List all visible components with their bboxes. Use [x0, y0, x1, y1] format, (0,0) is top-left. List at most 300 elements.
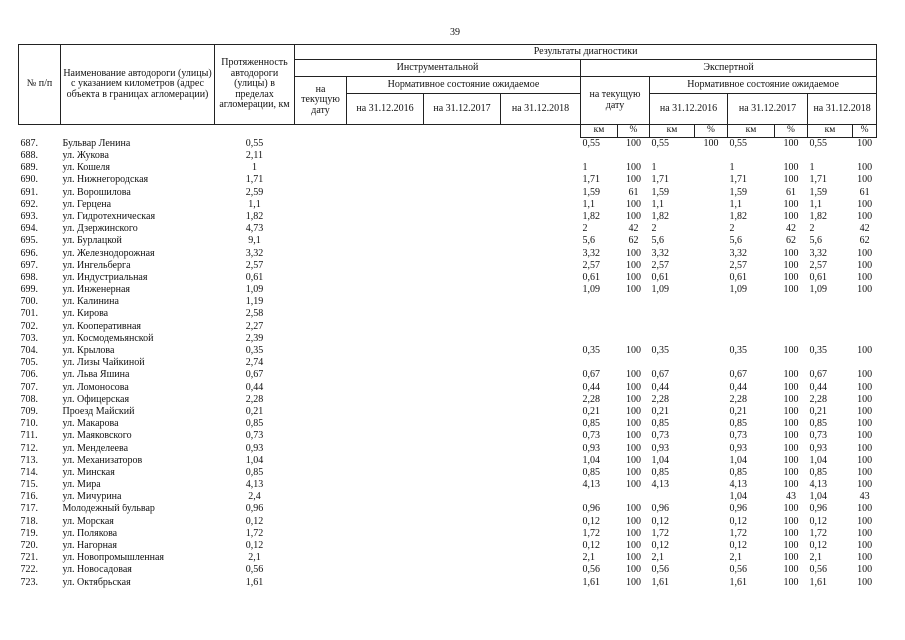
- instr-current-cell: [295, 260, 347, 272]
- page-number: 39: [450, 27, 460, 38]
- exp-2016-km-cell: 1,1: [651, 198, 664, 210]
- exp-current-km-cell: 1,82: [582, 211, 600, 222]
- instr-current-cell: [295, 540, 347, 552]
- exp-2018-km-cell: 2: [809, 223, 815, 235]
- road-length-cell: 2,57: [245, 259, 264, 271]
- instr-2018-cell: [501, 565, 581, 577]
- instr-2017-cell: [424, 528, 501, 540]
- exp-current-pct-cell: 61: [628, 186, 639, 198]
- exp-2017-km-cell: [728, 309, 775, 321]
- table-row: [19, 467, 877, 479]
- exp-2017-pct-cell: [775, 321, 808, 333]
- exp-2017-pct-cell: 100: [783, 393, 799, 405]
- exp-2016-pct-cell: [695, 296, 728, 308]
- exp-2016-pct-cell: [695, 150, 728, 162]
- instr-2016-cell: [347, 504, 424, 516]
- header-results: Результаты диагностики: [295, 45, 877, 60]
- exp-2018-pct-cell: 100: [857, 515, 873, 527]
- instr-2018-cell: [501, 357, 581, 369]
- exp-2017-pct-cell: 100: [783, 406, 799, 417]
- exp-2017-pct-cell: 100: [783, 174, 799, 186]
- instr-2016-cell: [347, 223, 424, 235]
- exp-2018-km-cell: 1,71: [809, 174, 827, 186]
- header-length: Протяженность автодороги (улицы) в пределах агломерации, км: [215, 45, 295, 125]
- instr-2016-cell: [347, 443, 424, 455]
- exp-2018-km-cell: 0,44: [809, 381, 827, 393]
- instr-current-cell: [295, 272, 347, 284]
- exp-2016-km-cell: 0,21: [651, 406, 669, 417]
- road-length-cell: 2,1: [248, 552, 261, 564]
- table-row: [19, 552, 877, 564]
- table-row: [19, 418, 877, 430]
- exp-2018-km-cell: [808, 321, 853, 333]
- exp-2018-pct-cell: 100: [857, 381, 873, 393]
- exp-2016-km-cell: 1,82: [651, 211, 669, 222]
- exp-current-km-cell: 1,1: [582, 198, 595, 210]
- instr-2018-cell: [501, 296, 581, 308]
- exp-2018-km-cell: [808, 357, 853, 369]
- instr-current-cell: [295, 382, 347, 394]
- road-name-cell: ул. Ворошилова: [62, 186, 131, 198]
- road-name-cell: ул. Новопромышленная: [62, 552, 165, 564]
- exp-2016-pct-cell: 100: [703, 137, 719, 149]
- header-instr-2017: на 31.12.2017: [424, 94, 501, 125]
- exp-2018-pct-cell: 43: [859, 491, 870, 503]
- road-name-cell: ул. Ингельберга: [62, 259, 131, 271]
- exp-2017-pct-cell: [775, 333, 808, 345]
- header-instrumental: Инструментальной: [295, 60, 581, 77]
- instr-2018-cell: [501, 540, 581, 552]
- exp-current-pct-cell: 100: [626, 162, 641, 174]
- instr-2018-cell: [501, 528, 581, 540]
- instr-2016-cell: [347, 321, 424, 333]
- instr-current-cell: [295, 431, 347, 443]
- road-length-cell: 0,12: [245, 540, 264, 552]
- row-number-cell: 694.: [20, 223, 38, 235]
- exp-current-pct-cell: 62: [628, 235, 639, 247]
- exp-2018-km-cell: 0,12: [809, 515, 827, 527]
- row-number-cell: 689.: [20, 162, 38, 174]
- exp-2016-km-cell: 1: [651, 162, 657, 174]
- road-name-cell: ул. Дзержинского: [62, 223, 138, 235]
- exp-2018-pct-cell: [853, 357, 877, 369]
- exp-2017-pct-cell: 61: [786, 186, 796, 198]
- header-instr-2016: на 31.12.2016: [347, 94, 424, 125]
- header-exp-current: на текущую дату: [581, 77, 650, 125]
- exp-2016-km-cell: 5,6: [651, 235, 664, 247]
- instr-2017-cell: [424, 540, 501, 552]
- exp-current-pct-cell: 100: [626, 272, 641, 283]
- road-name-cell: ул. Бурлацкой: [62, 235, 122, 247]
- instr-2018-cell: [501, 406, 581, 418]
- exp-2017-km-cell: 1,04: [729, 454, 747, 466]
- exp-2018-km-cell: [808, 150, 853, 162]
- instr-2018-cell: [501, 394, 581, 406]
- road-length-cell: 0,21: [245, 406, 264, 417]
- header-expert: Экспертной: [581, 60, 877, 77]
- exp-2018-km-cell: [808, 296, 853, 308]
- exp-2017-km-cell: 2,57: [729, 259, 747, 271]
- exp-2017-km-cell: 0,85: [729, 467, 747, 478]
- table-row: [19, 321, 877, 333]
- road-length-cell: 2,4: [248, 491, 261, 503]
- instr-2017-cell: [424, 382, 501, 394]
- exp-2017-pct-cell: 100: [783, 430, 799, 442]
- exp-2017-pct-cell: 100: [783, 576, 799, 588]
- exp-current-km-cell: 0,85: [582, 467, 600, 478]
- table-row: [19, 540, 877, 552]
- table-row: [19, 175, 877, 187]
- exp-2018-km-cell: 1,04: [809, 454, 827, 466]
- row-number-cell: 717.: [20, 503, 38, 515]
- exp-2018-km-cell: 1,82: [809, 211, 827, 222]
- table-row: [19, 248, 877, 260]
- instr-2018-cell: [501, 382, 581, 394]
- table-row: [19, 150, 877, 162]
- exp-2017-pct-cell: 100: [783, 552, 799, 564]
- exp-2016-km-cell: 0,12: [651, 515, 669, 527]
- exp-current-pct-cell: 100: [626, 479, 641, 491]
- exp-2017-pct-cell: 100: [783, 369, 799, 381]
- exp-2018-pct-cell: [853, 150, 877, 162]
- exp-2016-pct-cell: [695, 516, 728, 528]
- table-row: [19, 236, 877, 248]
- row-number-cell: 692.: [20, 198, 38, 210]
- header-unit-km: км: [728, 125, 775, 138]
- exp-2017-km-cell: 1: [729, 162, 735, 174]
- header-instr-current: на текущую дату: [295, 77, 347, 125]
- exp-current-km-cell: 3,32: [582, 247, 600, 259]
- exp-current-km-cell: 0,56: [582, 564, 600, 576]
- instr-2018-cell: [501, 211, 581, 223]
- instr-2017-cell: [424, 296, 501, 308]
- exp-2016-pct-cell: [695, 223, 728, 235]
- exp-current-km-cell: 1,04: [582, 454, 600, 466]
- row-number-cell: 687.: [20, 137, 38, 149]
- exp-current-km-cell: [581, 333, 618, 345]
- exp-2017-pct-cell: [775, 357, 808, 369]
- exp-2016-pct-cell: [695, 406, 728, 418]
- instr-2018-cell: [501, 577, 581, 589]
- instr-2017-cell: [424, 175, 501, 187]
- instr-2017-cell: [424, 248, 501, 260]
- table-row: [19, 211, 877, 223]
- exp-current-pct-cell: 100: [626, 174, 641, 186]
- instr-2016-cell: [347, 260, 424, 272]
- exp-2016-km-cell: 1,59: [651, 186, 669, 198]
- exp-current-km-cell: 0,96: [582, 503, 600, 515]
- road-name-cell: ул. Мира: [62, 479, 101, 491]
- road-name-cell: ул. Гидротехническая: [62, 211, 156, 222]
- exp-current-km-cell: 0,73: [582, 430, 600, 442]
- header-road-name: Наименование автодороги (улицы) с указанием километров (адрес объекта в границах агломерации): [61, 45, 215, 125]
- row-number-cell: 698.: [20, 272, 38, 283]
- road-name-cell: ул. Морская: [62, 515, 114, 527]
- exp-current-km-cell: 0,85: [582, 418, 600, 430]
- exp-2017-pct-cell: 42: [786, 223, 796, 235]
- instr-2017-cell: [424, 150, 501, 162]
- instr-current-cell: [295, 370, 347, 382]
- instr-2016-cell: [347, 175, 424, 187]
- exp-2016-km-cell: 0,96: [651, 503, 669, 515]
- instr-2016-cell: [347, 577, 424, 589]
- road-name-cell: ул. Нижнегородская: [62, 174, 149, 186]
- exp-2016-pct-cell: [695, 565, 728, 577]
- exp-2016-km-cell: 0,44: [651, 381, 669, 393]
- exp-2016-km-cell: 2,1: [651, 552, 664, 564]
- exp-2016-km-cell: 4,13: [651, 479, 669, 491]
- exp-2016-km-cell: 2,28: [651, 393, 669, 405]
- instr-current-cell: [295, 406, 347, 418]
- instr-2016-cell: [347, 333, 424, 345]
- table-row: [19, 455, 877, 467]
- exp-2017-km-cell: 1,1: [729, 198, 742, 210]
- exp-2018-pct-cell: 100: [857, 162, 873, 174]
- row-number-cell: 715.: [20, 479, 38, 491]
- exp-current-pct-cell: 100: [626, 284, 641, 296]
- row-number-cell: 711.: [20, 430, 38, 442]
- exp-2017-pct-cell: 100: [783, 137, 799, 149]
- exp-2018-km-cell: 1,09: [809, 284, 827, 296]
- exp-2017-pct-cell: 100: [783, 454, 799, 466]
- instr-2018-cell: [501, 236, 581, 248]
- exp-current-pct-cell: [618, 321, 650, 333]
- exp-2018-km-cell: 0,56: [809, 564, 827, 576]
- instr-2016-cell: [347, 309, 424, 321]
- table-row: [19, 309, 877, 321]
- instr-2016-cell: [347, 284, 424, 296]
- instr-2017-cell: [424, 406, 501, 418]
- exp-2018-pct-cell: 100: [857, 259, 873, 271]
- exp-2018-km-cell: 5,6: [809, 235, 822, 247]
- exp-2016-pct-cell: [695, 540, 728, 552]
- exp-2017-km-cell: [728, 357, 775, 369]
- road-name-cell: ул. Жукова: [62, 150, 109, 162]
- instr-current-cell: [295, 284, 347, 296]
- header-unit-pct: %: [853, 125, 877, 138]
- exp-2018-pct-cell: 100: [857, 564, 873, 576]
- instr-2018-cell: [501, 248, 581, 260]
- instr-current-cell: [295, 443, 347, 455]
- road-name-cell: ул. Герцена: [62, 198, 112, 210]
- exp-current-km-cell: 4,13: [582, 479, 600, 491]
- road-length-cell: 4,73: [245, 223, 264, 235]
- exp-current-pct-cell: [618, 491, 650, 503]
- exp-current-pct-cell: 100: [626, 564, 641, 576]
- road-name-cell: ул. Нагорная: [62, 540, 117, 552]
- header-exp-2017: на 31.12.2017: [728, 94, 808, 125]
- exp-2018-km-cell: 0,73: [809, 430, 827, 442]
- instr-2018-cell: [501, 138, 581, 151]
- row-number-cell: 705.: [20, 357, 38, 369]
- instr-2018-cell: [501, 272, 581, 284]
- exp-2018-km-cell: 0,12: [809, 540, 827, 552]
- table-row: [19, 138, 877, 151]
- exp-2017-km-cell: 0,56: [729, 564, 747, 576]
- instr-2016-cell: [347, 211, 424, 223]
- road-length-cell: 0,44: [245, 381, 264, 393]
- instr-2016-cell: [347, 491, 424, 503]
- exp-2018-km-cell: 0,61: [809, 272, 827, 283]
- exp-current-pct-cell: 100: [626, 381, 641, 393]
- instr-2016-cell: [347, 150, 424, 162]
- instr-current-cell: [295, 357, 347, 369]
- instr-2017-cell: [424, 345, 501, 357]
- row-number-cell: 723.: [20, 576, 38, 588]
- road-length-cell: 0,96: [245, 503, 264, 515]
- instr-2016-cell: [347, 431, 424, 443]
- exp-2017-km-cell: [728, 296, 775, 308]
- exp-2018-pct-cell: 100: [857, 503, 873, 515]
- exp-current-km-cell: 1,61: [582, 576, 600, 588]
- exp-2016-km-cell: 1,09: [651, 284, 669, 296]
- exp-2016-km-cell: 0,12: [651, 540, 669, 552]
- table-row: [19, 333, 877, 345]
- exp-2016-km-cell: 0,85: [651, 418, 669, 430]
- exp-2017-km-cell: 0,61: [729, 272, 747, 283]
- exp-current-pct-cell: 100: [626, 247, 641, 259]
- exp-2016-km-cell: 2: [651, 223, 657, 235]
- exp-2018-pct-cell: 100: [857, 406, 873, 417]
- instr-2017-cell: [424, 443, 501, 455]
- exp-2018-km-cell: 0,21: [809, 406, 827, 417]
- exp-2018-pct-cell: [853, 309, 877, 321]
- exp-current-pct-cell: 100: [626, 211, 641, 222]
- row-number-cell: 709.: [20, 406, 38, 417]
- exp-2018-km-cell: [808, 333, 853, 345]
- exp-2018-km-cell: 0,67: [809, 369, 827, 381]
- exp-current-km-cell: 1,71: [582, 174, 600, 186]
- header-instr-2018: на 31.12.2018: [501, 94, 581, 125]
- exp-2017-km-cell: 0,44: [729, 381, 747, 393]
- exp-2018-pct-cell: [853, 333, 877, 345]
- exp-current-pct-cell: [618, 333, 650, 345]
- exp-current-pct-cell: [618, 357, 650, 369]
- exp-2018-km-cell: 3,32: [809, 247, 827, 259]
- road-length-cell: 0,35: [245, 345, 264, 357]
- exp-current-km-cell: 0,12: [582, 540, 600, 552]
- header-unit-km: км: [581, 125, 618, 138]
- row-number-cell: 719.: [20, 528, 38, 539]
- table-row: [19, 394, 877, 406]
- exp-2016-pct-cell: [695, 370, 728, 382]
- instr-2018-cell: [501, 370, 581, 382]
- road-length-cell: 9,1: [248, 235, 261, 247]
- table-row: [19, 162, 877, 174]
- road-name-cell: ул. Новосадовая: [62, 564, 132, 576]
- row-number-cell: 693.: [20, 211, 38, 222]
- row-number-cell: 703.: [20, 333, 38, 344]
- exp-2017-km-cell: 1,04: [729, 491, 747, 503]
- row-number-cell: 707.: [20, 381, 38, 393]
- exp-2016-km-cell: 1,61: [651, 576, 669, 588]
- row-number-cell: 712.: [20, 442, 38, 454]
- exp-2017-pct-cell: [775, 309, 808, 321]
- instr-2018-cell: [501, 333, 581, 345]
- exp-current-pct-cell: 100: [626, 467, 641, 478]
- exp-2017-pct-cell: [775, 150, 808, 162]
- exp-2017-km-cell: 2,28: [729, 393, 747, 405]
- road-length-cell: 0,85: [245, 418, 264, 430]
- instr-2016-cell: [347, 552, 424, 564]
- exp-2018-km-cell: 4,13: [809, 479, 827, 491]
- exp-current-km-cell: 1,59: [582, 186, 600, 198]
- exp-current-pct-cell: 100: [626, 345, 641, 357]
- table-row: [19, 431, 877, 443]
- exp-2018-km-cell: [808, 309, 853, 321]
- exp-2016-pct-cell: [695, 260, 728, 272]
- exp-2016-km-cell: 0,73: [651, 430, 669, 442]
- exp-current-pct-cell: 100: [626, 528, 641, 539]
- row-number-cell: 688.: [20, 150, 38, 162]
- table-row: [19, 406, 877, 418]
- instr-2017-cell: [424, 138, 501, 151]
- header-exp-2018: на 31.12.2018: [808, 94, 877, 125]
- exp-2017-pct-cell: 43: [786, 491, 796, 503]
- exp-2017-pct-cell: 100: [783, 442, 799, 454]
- exp-current-pct-cell: 100: [626, 503, 641, 515]
- exp-2018-pct-cell: [853, 296, 877, 308]
- instr-current-cell: [295, 162, 347, 174]
- instr-2016-cell: [347, 394, 424, 406]
- exp-current-km-cell: [581, 150, 618, 162]
- road-length-cell: 2,11: [245, 150, 264, 162]
- road-length-cell: 0,85: [245, 467, 264, 478]
- exp-2018-pct-cell: 100: [857, 369, 873, 381]
- instr-current-cell: [295, 479, 347, 491]
- exp-2016-km-cell: 0,93: [651, 442, 669, 454]
- exp-2017-pct-cell: 100: [783, 479, 799, 491]
- row-number-cell: 706.: [20, 369, 38, 381]
- instr-2017-cell: [424, 504, 501, 516]
- exp-2017-km-cell: 0,67: [729, 369, 747, 381]
- exp-current-km-cell: 1: [582, 162, 588, 174]
- road-name-cell: ул. Макарова: [62, 418, 119, 430]
- exp-current-pct-cell: 100: [626, 393, 641, 405]
- instr-2017-cell: [424, 479, 501, 491]
- instr-2018-cell: [501, 479, 581, 491]
- exp-2018-pct-cell: 42: [859, 223, 870, 235]
- road-length-cell: 1: [252, 162, 257, 174]
- exp-2018-km-cell: 0,93: [809, 442, 827, 454]
- instr-current-cell: [295, 321, 347, 333]
- instr-current-cell: [295, 223, 347, 235]
- road-length-cell: 0,61: [245, 272, 264, 283]
- header-num: № п/п: [19, 45, 61, 125]
- instr-2017-cell: [424, 394, 501, 406]
- exp-2017-km-cell: 1,09: [729, 284, 747, 296]
- road-name-cell: Бульвар Ленина: [62, 137, 131, 149]
- table-row: [19, 357, 877, 369]
- exp-current-pct-cell: 100: [626, 430, 641, 442]
- exp-current-pct-cell: 100: [626, 576, 641, 588]
- exp-2016-pct-cell: [695, 187, 728, 199]
- road-length-cell: 1,82: [245, 211, 264, 222]
- road-name-cell: ул. Индустриальная: [62, 272, 148, 283]
- instr-2017-cell: [424, 309, 501, 321]
- header-unit-km: км: [650, 125, 695, 138]
- road-name-cell: ул. Крылова: [62, 345, 115, 357]
- instr-current-cell: [295, 565, 347, 577]
- exp-current-km-cell: 2,57: [582, 259, 600, 271]
- instr-2017-cell: [424, 577, 501, 589]
- instr-2017-cell: [424, 357, 501, 369]
- instr-2017-cell: [424, 467, 501, 479]
- instr-2017-cell: [424, 284, 501, 296]
- instr-current-cell: [295, 528, 347, 540]
- exp-2018-pct-cell: 100: [857, 345, 873, 357]
- exp-2018-pct-cell: 100: [857, 479, 873, 491]
